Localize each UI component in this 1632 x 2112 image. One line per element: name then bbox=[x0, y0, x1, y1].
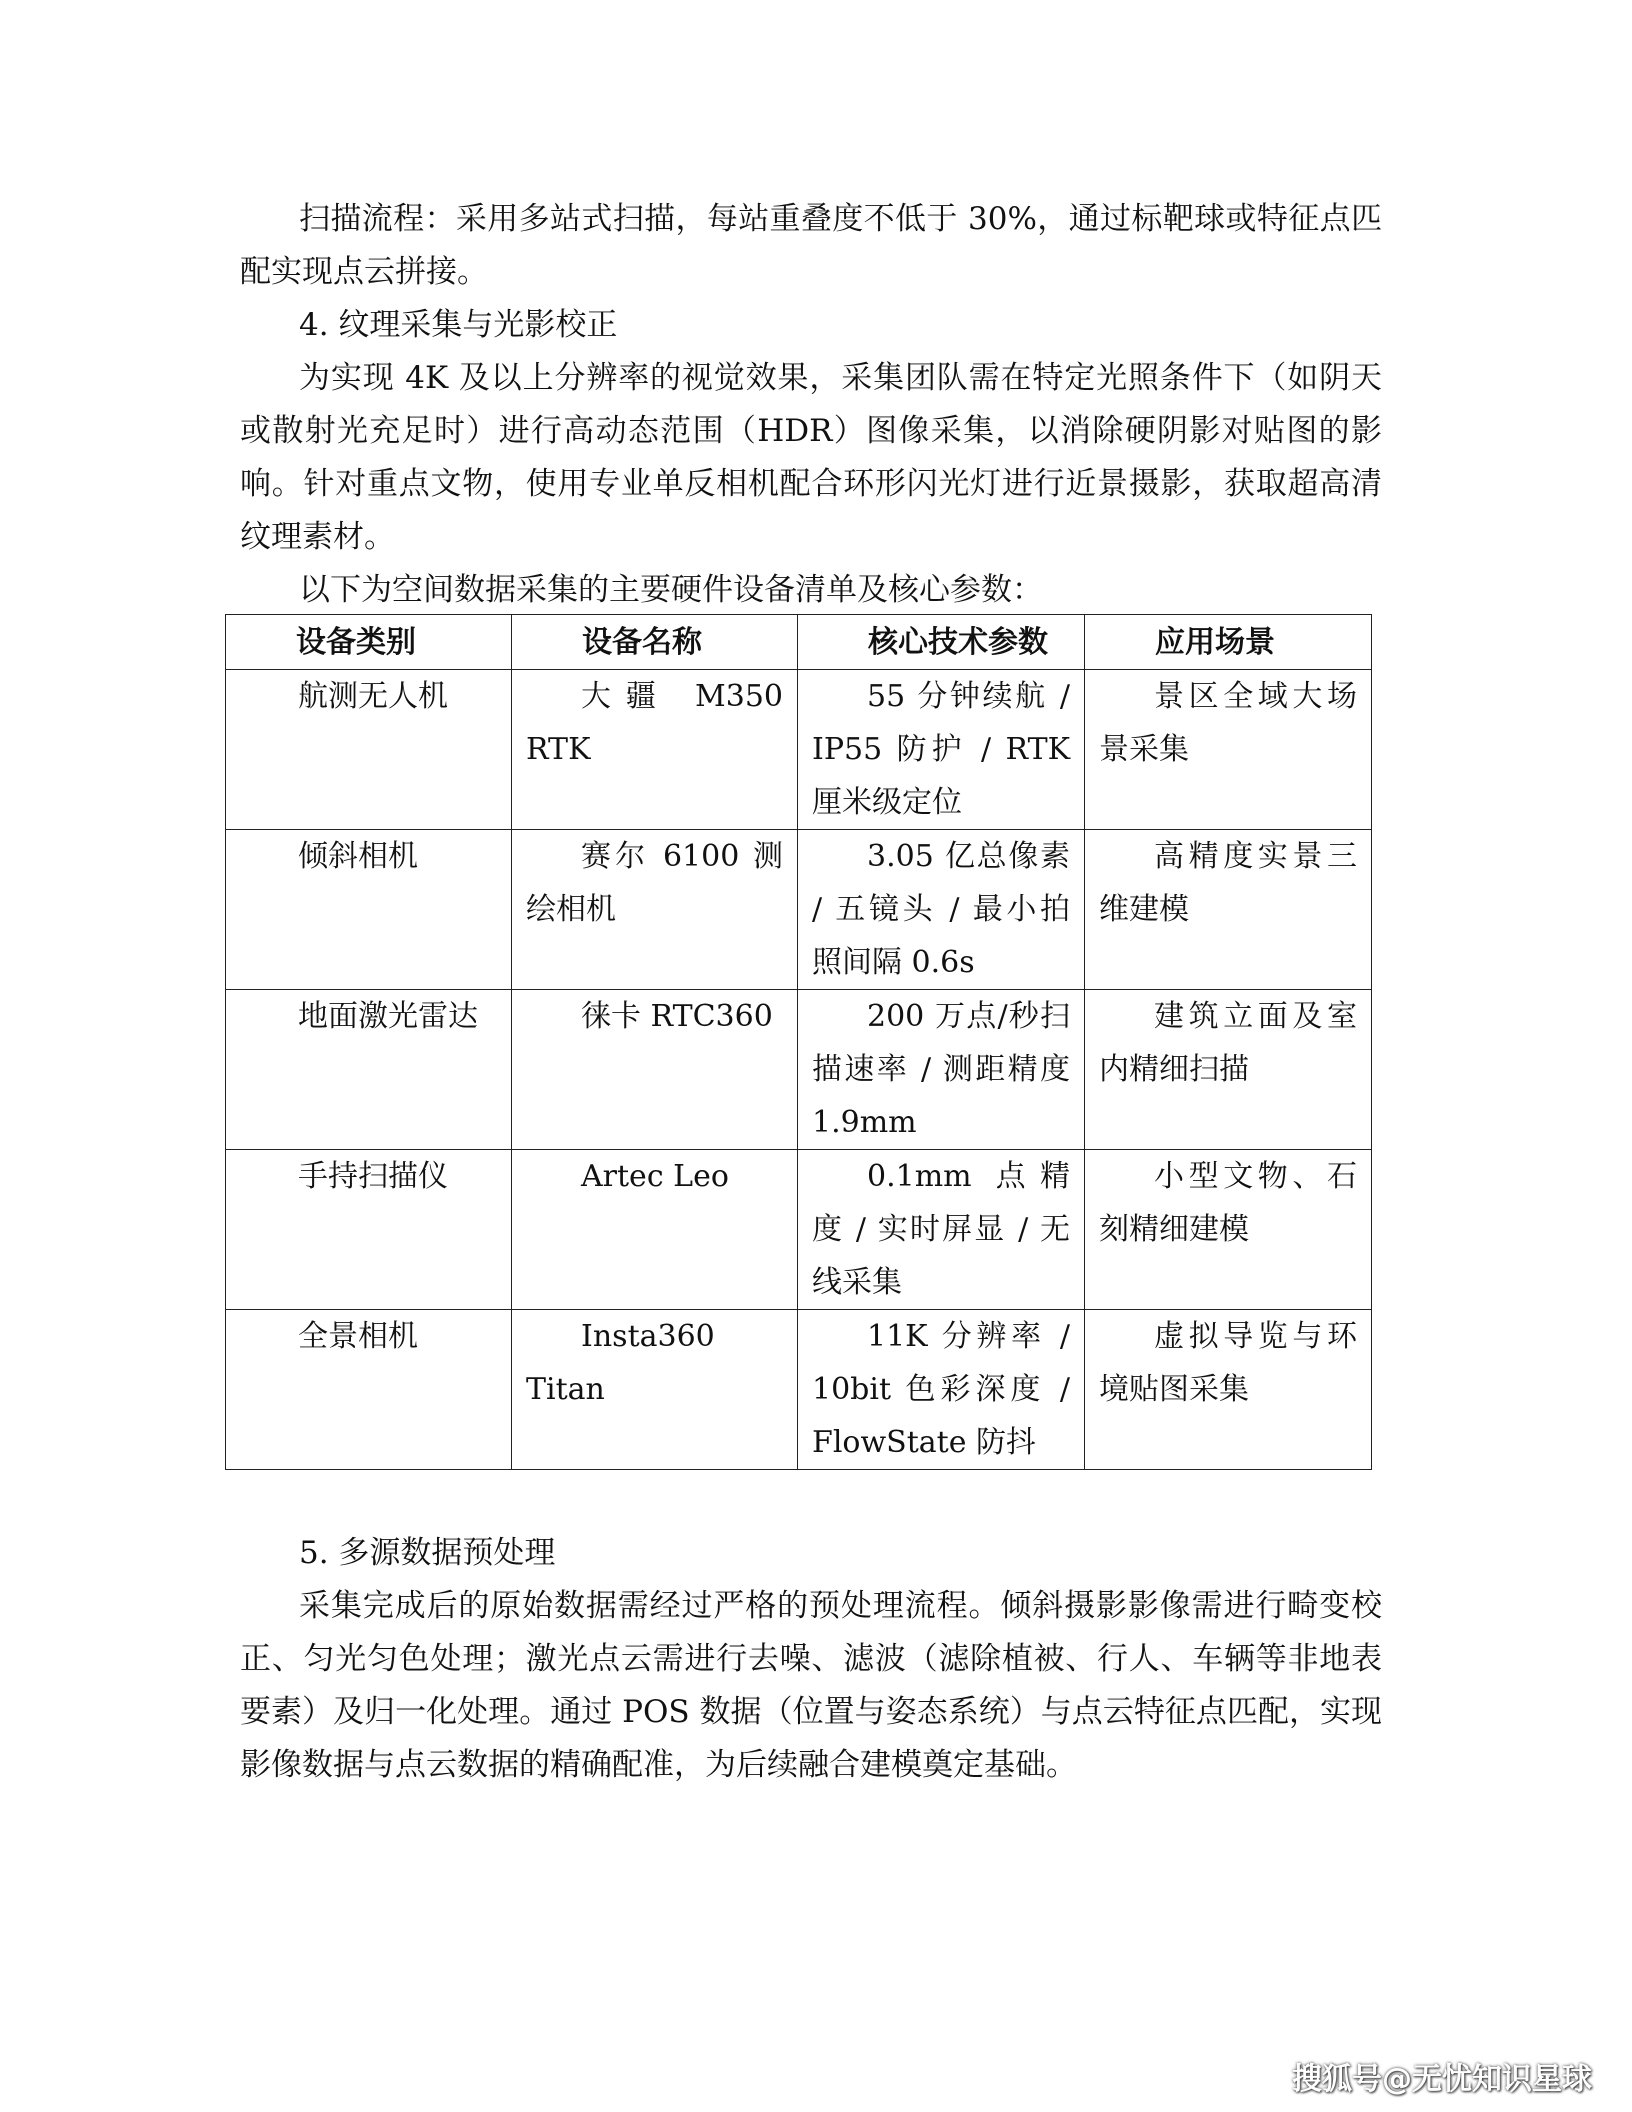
paragraph-texture-capture: 为实现 4K 及以上分辨率的视觉效果，采集团队需在特定光照条件下（如阴天或散射光充足时）进行高动态范围（HDR）图像采集，以消除硬阴影对贴图的影响。针对重点文物，使用专业单反相机配合环形闪光灯进行近景摄影，获取超高清纹理素材。 bbox=[240, 360, 1382, 555]
cell-application: 虚拟导览与环境贴图采集 bbox=[1085, 1310, 1372, 1470]
cell-device-name: 徕卡 RTC360 bbox=[512, 990, 798, 1150]
cell-category: 航测无人机 bbox=[226, 670, 512, 830]
table-header-row bbox=[226, 615, 1372, 670]
cell-device-name: Insta360 Titan bbox=[512, 1310, 798, 1470]
cell-core-params: 200 万点/秒扫描速率 / 测距精度 1.9mm bbox=[798, 990, 1085, 1150]
cell-device-name: Artec Leo bbox=[512, 1150, 798, 1310]
watermark: 搜狐号@无忧知识星球 bbox=[1292, 2062, 1592, 2097]
cell-device-name: 大疆 M350 RTK bbox=[512, 670, 798, 830]
cell-application: 高精度实景三维建模 bbox=[1085, 830, 1372, 990]
cell-category: 地面激光雷达 bbox=[226, 990, 512, 1150]
table-row bbox=[226, 990, 1372, 1150]
paragraph-scan-process: 扫描流程：采用多站式扫描，每站重叠度不低于 30%，通过标靶球或特征点匹配实现点云拼接。 bbox=[240, 201, 1382, 290]
table-row bbox=[226, 830, 1372, 990]
cell-application: 景区全域大场景采集 bbox=[1085, 670, 1372, 830]
cell-application: 建筑立面及室内精细扫描 bbox=[1085, 990, 1372, 1150]
cell-category: 手持扫描仪 bbox=[226, 1150, 512, 1310]
header-application: 应用场景 bbox=[1085, 615, 1372, 670]
cell-core-params: 11K 分辨率 / 10bit 色彩深度 / FlowState 防抖 bbox=[798, 1310, 1085, 1470]
cell-core-params: 0.1mm 点精度 / 实时屏显 / 无线采集 bbox=[798, 1150, 1085, 1310]
paragraph-preprocessing: 采集完成后的原始数据需经过严格的预处理流程。倾斜摄影影像需进行畸变校正、匀光匀色处理；激光点云需进行去噪、滤波（滤除植被、行人、车辆等非地表要素）及归一化处理。通过 POS 数据（位置与姿态系统）与点云特征点匹配，实现影像数据与点云数据的精确配准，为后续融合建模奠定基础。 bbox=[240, 1588, 1382, 1783]
table-row bbox=[226, 1310, 1372, 1470]
table-row bbox=[226, 1150, 1372, 1310]
table-row bbox=[226, 670, 1372, 830]
cell-core-params: 55 分钟续航 / IP55 防护 / RTK 厘米级定位 bbox=[798, 670, 1085, 830]
cell-application: 小型文物、石刻精细建模 bbox=[1085, 1150, 1372, 1310]
cell-core-params: 3.05 亿总像素 / 五镜头 / 最小拍照间隔 0.6s bbox=[798, 830, 1085, 990]
heading-texture-capture: 4. 纹理采集与光影校正 bbox=[299, 307, 618, 343]
header-device-name: 设备名称 bbox=[512, 615, 798, 670]
cell-category: 倾斜相机 bbox=[226, 830, 512, 990]
paragraph-table-intro: 以下为空间数据采集的主要硬件设备清单及核心参数： bbox=[299, 572, 1043, 608]
header-category: 设备类别 bbox=[226, 615, 512, 670]
equipment-table bbox=[225, 614, 1372, 1470]
cell-device-name: 赛尔 6100 测绘相机 bbox=[512, 830, 798, 990]
cell-category: 全景相机 bbox=[226, 1310, 512, 1470]
header-core-params: 核心技术参数 bbox=[798, 615, 1085, 670]
heading-preprocessing: 5. 多源数据预处理 bbox=[299, 1535, 556, 1571]
